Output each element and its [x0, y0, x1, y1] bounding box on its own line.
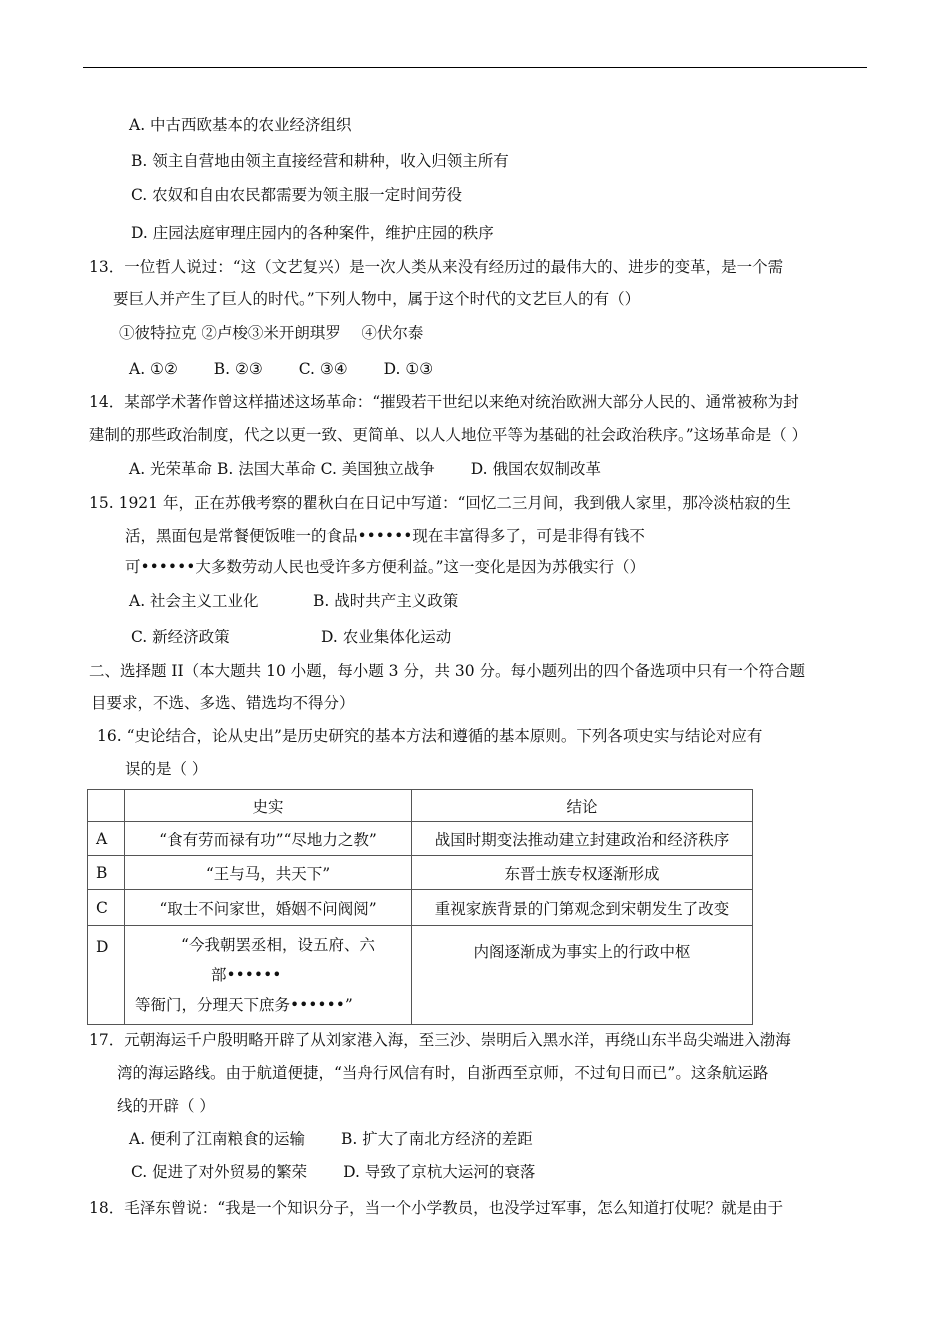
q12-option-d: D. 庄园法庭审理庄园内的各种案件，维护庄园的秩序	[131, 224, 494, 242]
table-row	[88, 822, 753, 856]
q14-stem-line2: 建制的那些政治制度，代之以更一致、更简单、以人人地位平等为基础的社会政治秩序。”这场革命是（ ）	[89, 426, 808, 444]
q17-stem-line3: 线的开辟（ ）	[117, 1097, 215, 1115]
table-header-fact: 史实	[125, 790, 412, 822]
q17-stem-line2: 湾的海运路线。由于航道便捷，“当舟行风信有时，自浙西至京师，不过旬日而已”。这条航运路	[117, 1064, 769, 1082]
row-conclusion: 内阁逐渐成为事实上的行政中枢	[412, 926, 753, 1025]
row-fact: “食有劳而禄有功”“尽地力之教”	[125, 822, 412, 856]
row-conclusion: 重视家族背景的门第观念到宋朝发生了改变	[412, 890, 753, 926]
row-conclusion: 东晋士族专权逐渐形成	[412, 856, 753, 890]
q15-option-d: D. 农业集体化运动	[321, 628, 452, 646]
q16-table	[87, 789, 753, 1025]
q14-options: A. 光荣革命 B. 法国大革命 C. 美国独立战争 D. 俄国农奴制改革	[129, 460, 601, 478]
q13-options: A. ①② B. ②③ C. ③④ D. ①③	[129, 360, 434, 378]
q15-option-c: C. 新经济政策	[131, 628, 230, 646]
row-fact: “取士不问家世，婚姻不问阀阅”	[125, 890, 412, 926]
q15-option-b: B. 战时共产主义政策	[313, 592, 459, 610]
q15-option-a: A. 社会主义工业化	[129, 592, 259, 610]
table-header-conclusion: 结论	[412, 790, 753, 822]
q12-option-c: C. 农奴和自由农民都需要为领主服一定时间劳役	[131, 186, 463, 204]
row-key: C	[88, 890, 125, 926]
q13-stem-line1: 13．一位哲人说过：“这（文艺复兴）是一次人类从来没有经历过的最伟大的、进步的变革，是一个需	[89, 258, 784, 276]
q13-items: ①彼特拉克 ②卢梭③米开朗琪罗 ④伏尔泰	[119, 324, 424, 342]
table-row	[88, 856, 753, 890]
q12-option-b: B. 领主自营地由领主直接经营和耕种，收入归领主所有	[131, 152, 509, 170]
row-fact	[125, 926, 412, 1025]
section2-heading-line2: 目要求，不选、多选、错选均不得分）	[91, 694, 355, 712]
q18-stem-line1: 18．毛泽东曾说：“我是一个知识分子，当一个小学教员，也没学过军事，怎么知道打仗呢？就是由于	[89, 1199, 784, 1217]
q15-stem-line2: 活，黑面包是常餐便饭唯一的食品••••••现在丰富得多了，可是非得有钱不	[125, 527, 645, 545]
row-conclusion: 战国时期变法推动建立封建政治和经济秩序	[412, 822, 753, 856]
q15-stem-line3: 可••••••大多数劳动人民也受许多方便利益。”这一变化是因为苏俄实行（）	[125, 558, 646, 576]
row-fact-line2: 部••••••	[211, 966, 282, 984]
table-row	[88, 890, 753, 926]
row-key: A	[88, 822, 125, 856]
q17-options-cd: C. 促进了对外贸易的繁荣 D. 导致了京杭大运河的衰落	[131, 1163, 536, 1181]
q12-option-a: A. 中古西欧基本的农业经济组织	[129, 116, 352, 134]
header-rule	[83, 67, 867, 68]
q13-stem-line2: 要巨人并产生了巨人的时代。”下列人物中，属于这个时代的文艺巨人的有（）	[113, 290, 641, 308]
q17-options-ab: A. 便利了江南粮食的运输 B. 扩大了南北方经济的差距	[129, 1130, 533, 1148]
row-fact-line3: 等衙门，分理天下庶务••••••”	[135, 996, 353, 1014]
row-fact-line1: “今我朝罢丞相，设五府、六	[181, 936, 375, 954]
q16-stem-line1: 16. “史论结合，论从史出”是历史研究的基本方法和遵循的基本原则。下列各项史实与结论对应有	[97, 727, 763, 745]
row-key: D	[88, 926, 125, 1025]
q17-stem-line1: 17．元朝海运千户殷明略开辟了从刘家港入海，至三沙、崇明后入黑水洋，再绕山东半岛尖端进入渤海	[89, 1031, 791, 1049]
table-row	[88, 926, 753, 1025]
q15-stem-line1: 15. 1921 年，正在苏俄考察的瞿秋白在日记中写道：“回忆二三月间，我到俄人家里，那冷淡枯寂的生	[89, 494, 791, 512]
section2-heading-line1: 二、选择题 II（本大题共 10 小题，每小题 3 分，共 30 分。每小题列出的四个备选项中只有一个符合题	[89, 662, 806, 680]
q14-stem-line1: 14．某部学术著作曾这样描述这场革命：“摧毁若干世纪以来绝对统治欧洲大部分人民的、通常被称为封	[89, 393, 799, 411]
table-header-key	[88, 790, 125, 822]
row-fact: “王与马，共天下”	[125, 856, 412, 890]
table-header-row	[88, 790, 753, 822]
q16-stem-line2: 误的是（ ）	[125, 760, 208, 778]
row-key: B	[88, 856, 125, 890]
